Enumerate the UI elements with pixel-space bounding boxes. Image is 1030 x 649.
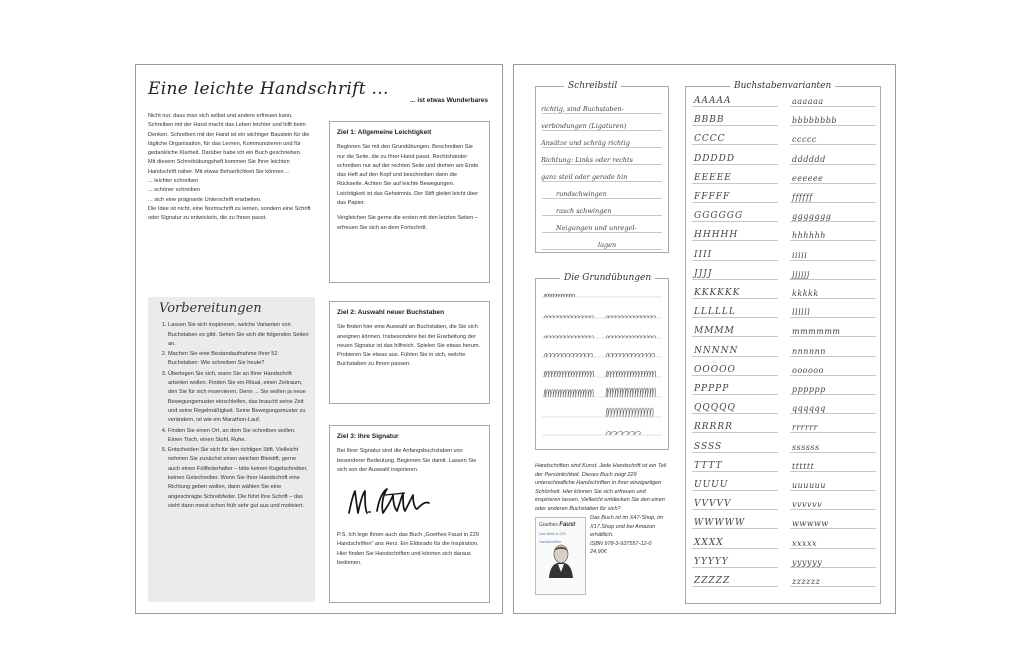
ruled-line bbox=[790, 586, 876, 587]
uppercase-variant-row: OOOOO bbox=[694, 364, 736, 375]
ruled-line bbox=[790, 471, 876, 472]
lowercase-variant-row: jjjjjj bbox=[792, 269, 810, 279]
ruled-line bbox=[692, 260, 778, 261]
ruled-line bbox=[692, 490, 778, 491]
ruled-line bbox=[790, 183, 876, 184]
ruled-line bbox=[692, 202, 778, 203]
ruled-line bbox=[790, 356, 876, 357]
ruled-line bbox=[692, 356, 778, 357]
book-price: 24,90€ bbox=[590, 549, 607, 555]
uppercase-variant-row: BBBB bbox=[694, 115, 725, 126]
goal-3-title: Ziel 3: Ihre Signatur bbox=[337, 433, 399, 440]
basic-exercises-title: Die Grundübungen bbox=[560, 273, 655, 283]
ruled-line bbox=[542, 215, 662, 216]
lowercase-variant-row: eeeeee bbox=[792, 173, 824, 183]
ruled-line bbox=[692, 471, 778, 472]
ruled-line bbox=[790, 490, 876, 491]
ruled-line bbox=[790, 375, 876, 376]
goethe-portrait-image bbox=[547, 542, 575, 578]
lowercase-variant-row: zzzzzz bbox=[792, 577, 821, 586]
ruled-line bbox=[542, 113, 662, 114]
book-intro: Handschriften sind Kunst. Jede Handschrift ist ein Teil der Persönlichkeit. Dieses Buch zeigt 229 unterschiedliche Handschriften in ihrer einzigartigen Schönheit. Hier können Sie sich erfreuen und inspirieren lassen. Vielleicht entdecken Sie den einen oder anderen Buchstaben für sich? bbox=[535, 463, 667, 512]
book-cover-title bbox=[536, 518, 585, 530]
exercise-stroke bbox=[544, 316, 593, 318]
writing-style-sample: Ansätze und schräg richtig bbox=[541, 139, 630, 147]
book-isbn: ISBN 978-3-937557-12-0 bbox=[590, 540, 652, 547]
ruled-line bbox=[790, 144, 876, 145]
writing-style-sample: Neigungen und unregel- bbox=[556, 224, 637, 232]
basic-exercises-drawing bbox=[536, 279, 668, 449]
lowercase-variant-row: bbbbbbbb bbox=[792, 116, 837, 126]
lowercase-variant-row: ccccc bbox=[792, 135, 817, 145]
preparation-item: 1. Lassen Sie sich inspirieren, welche Varianten von Buchstaben es gibt. Sehen Sie sich die folgenden Seiten an. bbox=[168, 321, 309, 349]
uppercase-variant-row: PPPPP bbox=[694, 384, 730, 394]
uppercase-variant-row: UUUU bbox=[694, 480, 729, 490]
ruled-line bbox=[692, 528, 778, 529]
ruled-line bbox=[692, 144, 778, 145]
page-title: Eine leichte Handschrift ... bbox=[148, 79, 389, 99]
ruled-line bbox=[692, 432, 778, 433]
book-cover bbox=[535, 517, 586, 595]
exercise-stroke bbox=[606, 316, 655, 318]
uppercase-variant-row: JJJJ bbox=[694, 268, 713, 279]
exercise-stroke bbox=[544, 390, 593, 398]
lowercase-variant-row: aaaaaa bbox=[792, 97, 824, 106]
ruled-line bbox=[542, 130, 662, 131]
lowercase-variant-row: uuuuuu bbox=[792, 481, 826, 490]
lowercase-variant-row: tttttt bbox=[792, 461, 815, 471]
ruled-line bbox=[692, 586, 778, 587]
preparation-title: Vorbereitungen bbox=[159, 301, 262, 316]
book-cover-subtitle: Das Werk in 229 Handschriften bbox=[539, 531, 566, 544]
left-page bbox=[135, 64, 503, 614]
uppercase-variant-row: DDDDD bbox=[694, 153, 736, 164]
lowercase-variant-row: qqqqqq bbox=[792, 404, 826, 414]
ruled-line bbox=[790, 528, 876, 529]
goal-2-box bbox=[329, 301, 490, 404]
intro-text bbox=[148, 112, 312, 224]
uppercase-variant-row: AAAAA bbox=[694, 96, 732, 106]
uppercase-variant-row: XXXX bbox=[694, 537, 724, 548]
exercise-stroke bbox=[544, 336, 593, 338]
lowercase-variant-row: vvvvvv bbox=[792, 500, 823, 510]
ruled-line bbox=[790, 106, 876, 107]
lowercase-variant-row: ffffff bbox=[792, 193, 813, 202]
lowercase-variant-row: hhhhhh bbox=[792, 231, 826, 241]
uppercase-variant-row: YYYYY bbox=[694, 556, 729, 567]
uppercase-variant-row: MMMM bbox=[694, 326, 735, 337]
ruled-line bbox=[692, 548, 778, 549]
intro-paragraph: Mit diesem Schreibübungsheft kommen Sie Ihrer leichten Handschrift näher. Mit etwas Beharrlichkeit Sie können ... bbox=[148, 159, 290, 175]
preparation-item: 3. Überlegen Sie sich, wann Sie an Ihrer Handschrift arbeiten wollen. Finden Sie ein Ritual, einen Zeitraum, den Sie für sich reservieren. Denn ... Sie wollen ja neue Bewegungsmuster einschleifen, das braucht seine Zeit und seine Regelmäßigkeit. Seine Bewegungsmuster zu verändern, ist wie ein Marathon-Lauf. bbox=[168, 370, 309, 426]
lowercase-variant-row: kkkkk bbox=[792, 289, 819, 298]
uppercase-variant-row: CCCC bbox=[694, 134, 726, 145]
ruled-line bbox=[790, 221, 876, 222]
intro-paragraph: ... leichter schreiben bbox=[148, 178, 199, 185]
ruled-line bbox=[790, 317, 876, 318]
exercise-stroke bbox=[544, 371, 594, 377]
intro-paragraph: Nicht nur, dass man sich selbst und andere erfreuen kann, Schreiben mit der Hand macht das Leben leichter und hilft beim Denken. Schreiben mit der Hand ist ein wichtiger Baustein für die tägliche Organisation, für das Lernen, Kommunizieren und für gedankliche Klarheit. Darüber habe ich ein Buch geschrieben. bbox=[148, 113, 310, 157]
writing-style-sample: ganz steil oder gerade hin bbox=[541, 173, 628, 181]
ruled-line bbox=[790, 260, 876, 261]
lowercase-variant-row: ggggggg bbox=[792, 212, 832, 222]
uppercase-variant-row: TTTT bbox=[694, 460, 723, 471]
ruled-line bbox=[692, 279, 778, 280]
lowercase-variant-row: mmmmmm bbox=[792, 327, 841, 337]
writing-style-sample: Richtung: Links oder rechts bbox=[541, 156, 633, 164]
uppercase-variant-row: VVVVV bbox=[694, 499, 732, 510]
uppercase-variant-row: KKKKKK bbox=[694, 288, 741, 298]
exercise-stroke bbox=[544, 353, 592, 357]
writing-style-sample: rundschwingen bbox=[556, 190, 607, 198]
book-cover-small: Goethes bbox=[539, 522, 558, 528]
ruled-line bbox=[542, 181, 662, 182]
lowercase-variant-row: oooooo bbox=[792, 365, 824, 375]
goal-2-title: Ziel 2: Auswahl neuer Buchstaben bbox=[337, 309, 445, 316]
ruled-line bbox=[692, 413, 778, 414]
exercise-stroke bbox=[606, 336, 655, 338]
goal-3-text: Bei Ihrer Signatur sind die Anfangsbuchstaben von besonderer Bedeutung. Beginnen Sie damit. Lassen Sie sich von der Auswahl inspirieren. bbox=[337, 448, 477, 473]
lowercase-variant-row: iiiii bbox=[792, 250, 808, 260]
book-promo bbox=[535, 462, 668, 597]
book-cover-big: Faust bbox=[559, 522, 576, 528]
uppercase-variant-row: ZZZZZ bbox=[694, 576, 731, 586]
lowercase-variant-row: llllll bbox=[792, 308, 811, 318]
uppercase-variant-row: LLLLLL bbox=[694, 307, 736, 318]
writing-style-box bbox=[535, 81, 669, 253]
ruled-line bbox=[692, 298, 778, 299]
ruled-line bbox=[790, 432, 876, 433]
exercise-stroke bbox=[606, 388, 655, 397]
ruled-line bbox=[692, 567, 778, 568]
preparation-list bbox=[154, 321, 309, 511]
signature-image bbox=[345, 485, 437, 519]
ruled-line bbox=[790, 509, 876, 510]
uppercase-variant-row: SSSS bbox=[694, 441, 723, 452]
lowercase-variant-row: xxxxx bbox=[792, 538, 818, 548]
goal-3-box bbox=[329, 425, 490, 603]
ruled-line bbox=[692, 317, 778, 318]
lowercase-variant-row: pppppp bbox=[792, 385, 826, 394]
preparation-item: 4. Finden Sie einen Ort, an dem Sie schreiben wollen. Einen Tisch, einen Stuhl, Ruhe. bbox=[168, 427, 309, 446]
uppercase-variant-row: HHHHH bbox=[694, 230, 739, 241]
preparation-box bbox=[148, 297, 315, 602]
ruled-line bbox=[790, 567, 876, 568]
lowercase-variant-row: wwwww bbox=[792, 519, 829, 529]
ruled-line bbox=[692, 509, 778, 510]
writing-style-sample: lagen bbox=[598, 241, 617, 249]
ruled-line bbox=[542, 198, 662, 199]
page-tagline: ... ist etwas Wunderbares bbox=[410, 97, 488, 104]
uppercase-variant-row: WWWWW bbox=[694, 518, 746, 529]
ruled-line bbox=[790, 279, 876, 280]
ruled-line bbox=[692, 375, 778, 376]
ruled-line bbox=[790, 298, 876, 299]
uppercase-variant-row: GGGGGG bbox=[694, 211, 744, 222]
uppercase-variant-row: EEEEE bbox=[694, 172, 732, 183]
book-shop-info: Das Buch ist im X47-Shop, im X17.Shop und bei Amazon erhältlich. bbox=[590, 515, 664, 538]
goal-1-box bbox=[329, 121, 490, 283]
ruled-line bbox=[790, 394, 876, 395]
uppercase-variant-row: QQQQQ bbox=[694, 403, 736, 414]
uppercase-variant-row: FFFFF bbox=[694, 192, 731, 202]
exercise-stroke bbox=[606, 408, 653, 417]
uppercase-variant-row: NNNNN bbox=[694, 345, 739, 356]
writing-style-sample: verbindungen (Ligaturen) bbox=[541, 122, 627, 130]
ruled-line bbox=[790, 548, 876, 549]
letter-variants-title: Buchstabenvarianten bbox=[730, 81, 835, 91]
lowercase-variant-row: dddddd bbox=[792, 154, 826, 164]
lowercase-variant-row: ssssss bbox=[792, 442, 820, 452]
intro-paragraph: Die Idee ist nicht, eine Normschrift zu lernen, sondern eine Schrift oder Signatur zu entwickeln, die zu Ihnen passt. bbox=[148, 205, 311, 222]
lowercase-variant-row: nnnnnn bbox=[792, 346, 826, 356]
right-page bbox=[513, 64, 896, 614]
ruled-line bbox=[790, 240, 876, 241]
ruled-line bbox=[692, 183, 778, 184]
ruled-line bbox=[692, 336, 778, 337]
exercise-stroke bbox=[544, 294, 574, 297]
ruled-line bbox=[692, 240, 778, 241]
preparation-item: 5. Entscheiden Sie sich für den richtigen Stift. Vielleicht nehmen Sie zunächst einen weichen Bleistift, gerne auch einen Füllfederhalter – bitte keinen Kugelschreiber, keinen Gelschreiber. Wenn Sie Ihrer Handschrift eine Richtung geben wollen, dann wählen Sie eine angeschrägte Schreibfeder. Die führt Ihre Schrift – das sieht dann meist schon früh sehr gut aus und motiviert. bbox=[168, 446, 309, 511]
exercise-stroke bbox=[606, 431, 640, 435]
preparation-item: 2. Machen Sie eine Bestandaufnahme Ihrer 52 Buchstaben: Wie schreiben Sie heute? bbox=[168, 350, 309, 369]
ruled-line bbox=[542, 147, 662, 148]
goal-1-text-2: Vergleichen Sie gerne die ersten mit den letzten Seiten – erfreuen Sie sich an dem Fortschritt. bbox=[337, 215, 478, 231]
goal-3-text-2: P.S. Ich lege Ihnen auch das Buch „Goethes Faust in 229 Handschriften“ ans Herz. Ein Eldorado für die Inspiration. Hier finden Sie Handschriften und können sich daraus bedienen. bbox=[337, 532, 480, 567]
goal-2-text: Sie finden hier eine Auswahl an Buchstaben, die Sie sich aneignen können. Insbesondere bei der Erarbeitung der neuen Signatur ist das hilfreich. Spielen Sie etwas herum. Probieren Sie etwas aus. Fühlen Sie in sich, welche Buchstaben zu Ihnen passen. bbox=[337, 324, 481, 368]
ruled-line bbox=[790, 336, 876, 337]
intro-paragraph: ... schöner schreiben bbox=[148, 187, 200, 194]
basic-exercises-box bbox=[535, 273, 669, 450]
ruled-line bbox=[542, 249, 662, 250]
writing-style-sample: richtig, sind Buchstaben- bbox=[541, 105, 624, 113]
ruled-line bbox=[692, 452, 778, 453]
lowercase-variant-row: yyyyyy bbox=[792, 557, 823, 567]
ruled-line bbox=[692, 106, 778, 107]
writing-style-sample: rasch schwingen bbox=[556, 207, 612, 215]
ruled-line bbox=[790, 202, 876, 203]
ruled-line bbox=[692, 164, 778, 165]
goal-1-text: Beginnen Sie mit den Grundübungen. Beschreiben Sie nur die Seite, die zu Ihrer Hand passt. Rechtshänder schreiben nur auf der rechten Seite und drehen am Ende das Heft auf den Kopf und beschreiben dann die Rückseite. Achten Sie auf leichte Bewegungen. Leichtigkeit ist das Geheimnis. Der Stift gleitet leicht über das Papier. bbox=[337, 144, 479, 207]
uppercase-variant-row: IIII bbox=[694, 249, 713, 260]
ruled-line bbox=[790, 125, 876, 126]
lowercase-variant-row: rrrrrr bbox=[792, 423, 818, 433]
exercise-stroke bbox=[606, 371, 656, 377]
ruled-line bbox=[790, 164, 876, 165]
ruled-line bbox=[692, 394, 778, 395]
ruled-line bbox=[692, 221, 778, 222]
intro-paragraph: ... sich eine prägnante Unterschrift erarbeiten. bbox=[148, 196, 262, 203]
ruled-line bbox=[692, 125, 778, 126]
writing-style-title: Schreibstil bbox=[564, 81, 621, 91]
uppercase-variant-row: RRRRR bbox=[694, 422, 733, 433]
ruled-line bbox=[790, 452, 876, 453]
ruled-line bbox=[542, 164, 662, 165]
exercise-stroke bbox=[606, 353, 654, 357]
ruled-line bbox=[790, 413, 876, 414]
goal-1-title: Ziel 1: Allgemeine Leichtigkeit bbox=[337, 129, 432, 136]
ruled-line bbox=[542, 232, 662, 233]
letter-variants-box bbox=[685, 81, 881, 604]
